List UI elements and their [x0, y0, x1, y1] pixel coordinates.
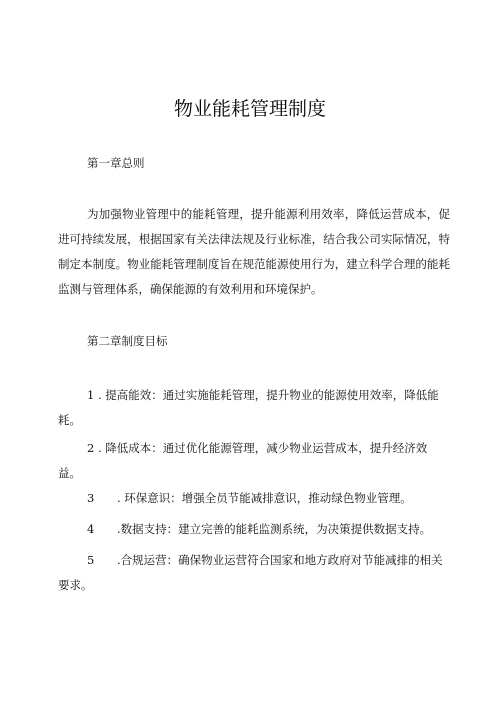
goal-item-text: .数据支持：建立完善的能耗监测系统，为决策提供数据支持。 — [117, 522, 432, 536]
goal-item-5 — [58, 548, 450, 598]
chapter-1-heading: 第一章总则 — [87, 156, 145, 170]
goal-item-3 — [58, 486, 450, 511]
goal-item-text: . 提高能效：通过实施能耗管理，提升物业的能源使用效率，降低能耗。 — [58, 388, 439, 427]
chapter-2-heading: 第二章制度目标 — [87, 334, 168, 348]
goal-item-number: 3 — [87, 491, 95, 505]
goal-item-text: .合规运营：确保物业运营符合国家和地方政府对节能减排的相关要求。 — [58, 553, 443, 592]
goal-item-number: 4 — [87, 522, 95, 536]
goal-item-4 — [58, 517, 450, 542]
goal-item-1 — [58, 383, 450, 433]
goal-item-number: 2 — [87, 441, 95, 455]
chapter-1-paragraph: 为加强物业管理中的能耗管理，提升能源利用效率，降低运营成本，促进可持续发展，根据国家有关法律法规及行业标准，结合我公司实际情况，特制定本制度。物业能耗管理制度旨在规范能源使用行为，建立科学合理的能耗监测与管理体系，确保能源的有效利用和环境保护。 — [58, 207, 450, 296]
document-title: 物业能耗管理制度 — [173, 98, 326, 120]
goal-item-text: . 环保意识：增强全员节能减排意识，推动绿色物业管理。 — [117, 491, 412, 505]
goal-item-2 — [58, 436, 450, 486]
goal-item-text: . 降低成本：通过优化能源管理，减少物业运营成本，提升经济效益。 — [58, 441, 428, 480]
goal-item-number: 5 — [87, 553, 95, 567]
goal-item-number: 1 — [87, 388, 95, 402]
